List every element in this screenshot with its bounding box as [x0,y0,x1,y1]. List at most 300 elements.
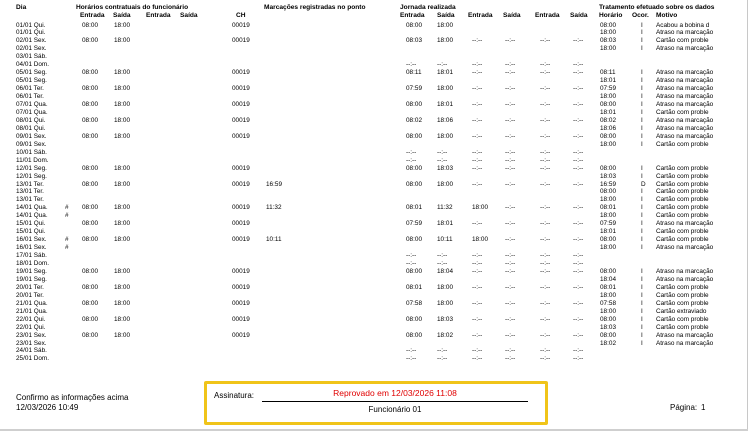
table-row [0,236,748,243]
cell-dia: 21/01 Qua. [16,307,48,315]
cell-contract-saida: 18:00 [114,164,130,172]
cell-dia: 22/01 Qui. [16,323,46,331]
cell-jornada-5: --:-- [540,220,551,228]
col-header-jr-saida-1: Saída [437,12,455,19]
cell-tratamento-horario: 08:00 [600,236,616,244]
table-row [0,22,748,29]
cell-jornada-5: --:-- [540,180,551,188]
cell-tratamento-horario: 08:00 [600,164,616,172]
cell-jornada-3: --:-- [472,180,483,188]
cell-dia: 16/01 Sex. [16,244,47,252]
cell-motivo: Atraso na marcação [656,267,714,275]
cell-jornada-4: --:-- [505,101,516,108]
cell-ocorrencia: I [641,69,643,77]
cell-ocorrencia: I [641,299,643,307]
cell-tratamento-horario: 08:11 [600,69,616,77]
cell-ch: 00019 [232,69,250,77]
cell-dia: 04/01 Dom. [16,61,50,69]
cell-dia: 23/01 Sex. [16,331,47,339]
table-row [0,284,748,291]
cell-ocorrencia: I [641,283,643,291]
cell-tratamento-horario: 18:00 [600,244,616,252]
table-row [0,165,748,172]
cell-motivo: Cartão com proble [656,323,709,331]
cell-jornada-5: --:-- [540,355,551,363]
cell-jornada-4: --:-- [505,331,516,339]
table-row [0,188,748,195]
cell-ch: 00019 [232,116,250,124]
cell-dia: 06/01 Ter. [16,85,44,93]
cell-motivo: Cartão com proble [656,236,709,244]
cell-contract-entrada: 08:00 [82,132,98,140]
cell-ocorrencia: I [641,228,643,236]
cell-jornada-5: --:-- [540,116,551,124]
table-row [0,149,748,156]
cell-jornada-4: --:-- [505,132,516,140]
cell-ch: 00019 [232,220,250,228]
cell-jornada-2: --:-- [437,156,448,164]
cell-ocorrencia: I [641,275,643,283]
cell-ocorrencia: I [641,315,643,323]
cell-ocorrencia: I [641,45,643,53]
cell-jornada-4: --:-- [505,148,516,156]
cell-jornada-4: --:-- [505,267,516,275]
cell-jornada-4: --:-- [505,315,516,323]
cell-ch: 00019 [232,132,250,140]
cell-jornada-1: 07:59 [406,85,422,93]
cell-dia: 13/01 Ter. [16,180,44,188]
cell-jornada-4: --:-- [505,283,516,291]
cell-dia: 14/01 Qua. [16,212,48,220]
cell-motivo: Atraso na marcação [656,339,714,347]
cell-ocorrencia: I [641,307,643,315]
cell-jornada-3: --:-- [472,156,483,164]
col-header-jr-entrada-2: Entrada [468,12,493,19]
col-header-horario: Horário [599,12,623,19]
cell-jornada-1: 08:02 [406,116,422,124]
cell-tratamento-horario: 08:01 [600,204,616,212]
cell-tratamento-horario: 18:00 [600,307,616,315]
cell-jornada-3: --:-- [472,283,483,291]
cell-contract-saida: 18:00 [114,101,130,108]
cell-contract-entrada: 08:00 [82,180,98,188]
cell-tratamento-horario: 18:00 [600,291,616,299]
cell-jornada-1: 08:00 [406,236,422,244]
cell-jornada-4: --:-- [505,252,516,260]
cell-jornada-5: --:-- [540,315,551,323]
cell-tratamento-horario: 08:00 [600,331,616,339]
cell-jornada-5: --:-- [540,61,551,69]
cell-tratamento-horario: 08:02 [600,116,616,124]
cell-dia: 08/01 Qui. [16,116,46,124]
table-row [0,308,748,315]
cell-contract-entrada: 08:00 [82,85,98,93]
cell-jornada-6: --:-- [573,315,584,323]
cell-jornada-6: --:-- [573,69,584,77]
cell-ocorrencia: I [641,331,643,339]
cell-dia: 13/01 Ter. [16,188,44,196]
cell-dia: 02/01 Sex. [16,45,47,53]
cell-jornada-2: 18:01 [437,69,453,77]
cell-jornada-1: --:-- [406,355,417,363]
table-row [0,69,748,76]
cell-contract-entrada: 08:00 [82,331,98,339]
cell-ocorrencia: I [641,196,643,204]
cell-motivo: Acabou a bobina d [656,21,710,29]
cell-motivo: Atraso na marcação [656,132,714,140]
cell-jornada-6: --:-- [573,132,584,140]
cell-contract-entrada: 08:00 [82,267,98,275]
table-row [0,133,748,140]
cell-ocorrencia: I [641,29,643,37]
cell-dia: 17/01 Sáb. [16,252,47,260]
cell-tratamento-horario: 18:01 [600,108,616,116]
cell-jornada-1: 08:01 [406,283,422,291]
cell-jornada-1: 08:00 [406,180,422,188]
table-row [0,53,748,60]
cell-ch: 00019 [232,37,250,45]
cell-jornada-3: 18:00 [472,236,488,244]
table-row [0,300,748,307]
cell-jornada-6: --:-- [573,236,584,244]
cell-jornada-3: --:-- [472,220,483,228]
cell-ch: 00019 [232,204,250,212]
cell-jornada-6: --:-- [573,148,584,156]
cell-motivo: Cartão com proble [656,228,709,236]
cell-jornada-4: --:-- [505,355,516,363]
cell-jornada-1: 08:00 [406,331,422,339]
cell-dia: 09/01 Sex. [16,140,47,148]
signature-status: Reprovado em 12/03/2026 11:08 [333,388,457,398]
cell-dia: 06/01 Ter. [16,93,44,101]
cell-dia: 13/01 Ter. [16,196,44,204]
col-header-dia: Dia [16,4,27,11]
cell-contract-saida: 18:00 [114,283,130,291]
cell-dia: 02/01 Sex. [16,37,47,45]
table-row [0,212,748,219]
cell-jornada-1: 08:00 [406,315,422,323]
cell-jornada-2: 18:01 [437,220,453,228]
cell-jornada-3: --:-- [472,347,483,355]
col-header-marcacoes: Marcações registradas no ponto [264,4,366,11]
cell-jornada-2: 18:01 [437,101,453,108]
cell-dia: 21/01 Qua. [16,299,48,307]
cell-motivo: Cartão com proble [656,291,709,299]
cell-jornada-3: --:-- [472,299,483,307]
cell-jornada-3: --:-- [472,315,483,323]
cell-contract-saida: 18:00 [114,37,130,45]
cell-contract-entrada: 08:00 [82,164,98,172]
cell-motivo: Atraso na marcação [656,29,714,37]
confirm-datetime: 12/03/2026 10:49 [16,403,79,412]
table-row [0,268,748,275]
cell-jornada-3: --:-- [472,85,483,93]
cell-jornada-4: --:-- [505,204,516,212]
cell-motivo: Atraso na marcação [656,85,714,93]
cell-jornada-1: --:-- [406,252,417,260]
cell-jornada-1: 07:59 [406,220,422,228]
table-row [0,85,748,92]
cell-ch: 00019 [232,101,250,108]
signature-line [262,401,528,402]
cell-dia: 19/01 Seg. [16,275,47,283]
cell-jornada-5: --:-- [540,156,551,164]
cell-motivo: Cartão com proble [656,140,709,148]
cell-contract-entrada: 08:00 [82,69,98,77]
cell-dia: 25/01 Dom. [16,355,50,363]
cell-motivo: Cartão com proble [656,299,709,307]
cell-dia: 14/01 Qua. [16,204,48,212]
cell-hash: # [65,212,69,220]
col-header-jr-saida-3: Saída [570,12,588,19]
cell-jornada-6: --:-- [573,220,584,228]
table-row [0,324,748,331]
cell-jornada-2: 18:00 [437,37,453,45]
cell-jornada-2: 18:00 [437,299,453,307]
col-header-ch-saida: Saída [113,12,131,19]
cell-jornada-2: 18:00 [437,283,453,291]
cell-jornada-5: --:-- [540,299,551,307]
page-label: Página: [670,403,698,412]
cell-ocorrencia: D [641,180,646,188]
cell-dia: 22/01 Qui. [16,315,46,323]
cell-dia: 23/01 Sex. [16,339,47,347]
cell-jornada-2: --:-- [437,148,448,156]
cell-dia: 19/01 Seg. [16,267,47,275]
cell-jornada-1: --:-- [406,61,417,69]
table-row [0,316,748,323]
cell-jornada-6: --:-- [573,267,584,275]
table-row [0,355,748,362]
cell-contract-saida: 18:00 [114,180,130,188]
cell-ocorrencia: I [641,236,643,244]
cell-jornada-2: 18:00 [437,85,453,93]
cell-ocorrencia: I [641,116,643,124]
cell-dia: 08/01 Qui. [16,124,46,132]
cell-tratamento-horario: 18:01 [600,77,616,85]
cell-dia: 16/01 Sex. [16,236,47,244]
cell-jornada-2: --:-- [437,252,448,260]
cell-dia: 05/01 Seg. [16,69,47,77]
cell-tratamento-horario: 08:01 [600,283,616,291]
cell-jornada-1: --:-- [406,156,417,164]
cell-dia: 12/01 Seg. [16,164,47,172]
cell-jornada-6: --:-- [573,260,584,267]
cell-dia: 01/01 Qui. [16,29,46,37]
cell-jornada-1: 08:11 [406,69,422,77]
cell-contract-entrada: 08:00 [82,236,98,244]
cell-ch: 00019 [232,331,250,339]
cell-jornada-2: 18:03 [437,315,453,323]
cell-ch: 00019 [232,283,250,291]
cell-ch: 00019 [232,21,250,29]
cell-ocorrencia: I [641,188,643,196]
cell-motivo: Atraso na marcação [656,101,714,108]
cell-jornada-5: --:-- [540,252,551,260]
signature-label: Assinatura: [214,391,255,400]
cell-hash: # [65,244,69,252]
cell-contract-entrada: 08:00 [82,37,98,45]
cell-motivo: Atraso na marcação [656,69,714,77]
cell-jornada-1: --:-- [406,347,417,355]
cell-tratamento-horario: 18:03 [600,323,616,331]
col-header-jr-saida-2: Saída [503,12,521,19]
cell-dia: 05/01 Seg. [16,77,47,85]
cell-ch: 00019 [232,299,250,307]
cell-jornada-6: --:-- [573,252,584,260]
cell-ch: 00019 [232,236,250,244]
cell-contract-saida: 18:00 [114,220,130,228]
cell-jornada-4: --:-- [505,156,516,164]
cell-contract-saida: 18:00 [114,204,130,212]
cell-motivo: Cartão com proble [656,108,709,116]
table-row [0,37,748,44]
cell-jornada-4: --:-- [505,236,516,244]
cell-tratamento-horario: 16:59 [600,180,616,188]
signature-name: Funcionário 01 [368,405,422,414]
cell-jornada-4: --:-- [505,85,516,93]
cell-ocorrencia: I [641,21,643,29]
cell-jornada-3: --:-- [472,267,483,275]
cell-marcacao: 10:11 [266,236,282,244]
cell-ocorrencia: I [641,339,643,347]
cell-tratamento-horario: 08:00 [600,101,616,108]
table-row [0,276,748,283]
table-row [0,173,748,180]
cell-tratamento-horario: 18:00 [600,29,616,37]
cell-ocorrencia: I [641,108,643,116]
cell-jornada-4: --:-- [505,220,516,228]
cell-jornada-2: --:-- [437,260,448,267]
cell-jornada-2: 18:03 [437,164,453,172]
cell-motivo: Atraso na marcação [656,77,714,85]
cell-ocorrencia: I [641,37,643,45]
cell-motivo: Atraso na marcação [656,124,714,132]
col-header-ocor: Ocor. [632,12,649,19]
cell-tratamento-horario: 07:59 [600,85,616,93]
cell-ocorrencia: I [641,212,643,220]
cell-motivo: Cartão com proble [656,315,709,323]
cell-motivo: Atraso na marcação [656,220,714,228]
cell-tratamento-horario: 08:00 [600,188,616,196]
cell-contract-entrada: 08:00 [82,220,98,228]
cell-ocorrencia: I [641,132,643,140]
cell-jornada-2: --:-- [437,61,448,69]
cell-jornada-5: --:-- [540,236,551,244]
cell-contract-saida: 18:00 [114,69,130,77]
cell-contract-entrada: 08:00 [82,204,98,212]
table-row [0,292,748,299]
cell-ocorrencia: I [641,164,643,172]
cell-tratamento-horario: 18:02 [600,339,616,347]
cell-dia: 15/01 Qui. [16,228,46,236]
cell-contract-saida: 18:00 [114,116,130,124]
cell-tratamento-horario: 08:03 [600,37,616,45]
cell-ch: 00019 [232,315,250,323]
cell-motivo: Cartão com proble [656,172,709,180]
cell-jornada-5: --:-- [540,164,551,172]
cell-contract-saida: 18:00 [114,21,130,29]
cell-jornada-2: 18:02 [437,331,453,339]
cell-jornada-3: --:-- [472,148,483,156]
cell-jornada-6: --:-- [573,204,584,212]
cell-jornada-3: --:-- [472,260,483,267]
cell-contract-saida: 18:00 [114,236,130,244]
cell-jornada-5: --:-- [540,347,551,355]
cell-jornada-1: 08:00 [406,132,422,140]
cell-dia: 09/01 Sex. [16,132,47,140]
table-row [0,77,748,84]
cell-jornada-3: --:-- [472,69,483,77]
cell-tratamento-horario: 07:58 [600,299,616,307]
cell-contract-saida: 18:00 [114,299,130,307]
cell-ocorrencia: I [641,291,643,299]
table-row [0,141,748,148]
cell-ch: 00019 [232,85,250,93]
signature-box [204,381,548,425]
cell-jornada-6: --:-- [573,331,584,339]
cell-jornada-6: --:-- [573,61,584,69]
cell-jornada-5: --:-- [540,267,551,275]
cell-ocorrencia: I [641,244,643,252]
cell-contract-entrada: 08:00 [82,116,98,124]
cell-ch: 00019 [232,180,250,188]
cell-tratamento-horario: 18:06 [600,124,616,132]
cell-jornada-4: --:-- [505,37,516,45]
cell-jornada-5: --:-- [540,69,551,77]
cell-jornada-2: 10:11 [437,236,453,244]
cell-jornada-1: 08:00 [406,267,422,275]
cell-marcacao: 11:32 [266,204,282,212]
cell-tratamento-horario: 18:00 [600,212,616,220]
cell-tratamento-horario: 08:00 [600,132,616,140]
table-row [0,204,748,211]
table-row [0,61,748,68]
cell-motivo: Atraso na marcação [656,331,714,339]
table-row [0,228,748,235]
cell-jornada-3: 18:00 [472,204,488,212]
cell-motivo: Atraso na marcação [656,244,714,252]
cell-ocorrencia: I [641,140,643,148]
cell-jornada-1: 08:01 [406,204,422,212]
cell-jornada-3: --:-- [472,116,483,124]
cell-contract-entrada: 08:00 [82,21,98,29]
cell-dia: 07/01 Qua. [16,101,48,108]
cell-jornada-1: 08:00 [406,21,422,29]
cell-tratamento-horario: 18:00 [600,93,616,101]
cell-ocorrencia: I [641,172,643,180]
cell-jornada-1: 08:03 [406,37,422,45]
cell-jornada-6: --:-- [573,180,584,188]
cell-jornada-6: --:-- [573,85,584,93]
cell-motivo: Cartão com proble [656,204,709,212]
cell-jornada-5: --:-- [540,260,551,267]
cell-contract-saida: 18:00 [114,331,130,339]
table-row [0,125,748,132]
col-header-ch-entrada: Entrada [80,12,105,19]
table-row [0,45,748,52]
cell-tratamento-horario: 18:00 [600,140,616,148]
cell-tratamento-horario: 18:04 [600,275,616,283]
col-header-ch: CH [236,12,246,19]
page-number: 1 [701,403,706,412]
cell-jornada-6: --:-- [573,156,584,164]
cell-jornada-4: --:-- [505,69,516,77]
cell-contract-saida: 18:00 [114,267,130,275]
cell-jornada-3: --:-- [472,252,483,260]
cell-jornada-1: 08:00 [406,101,422,108]
cell-jornada-5: --:-- [540,148,551,156]
